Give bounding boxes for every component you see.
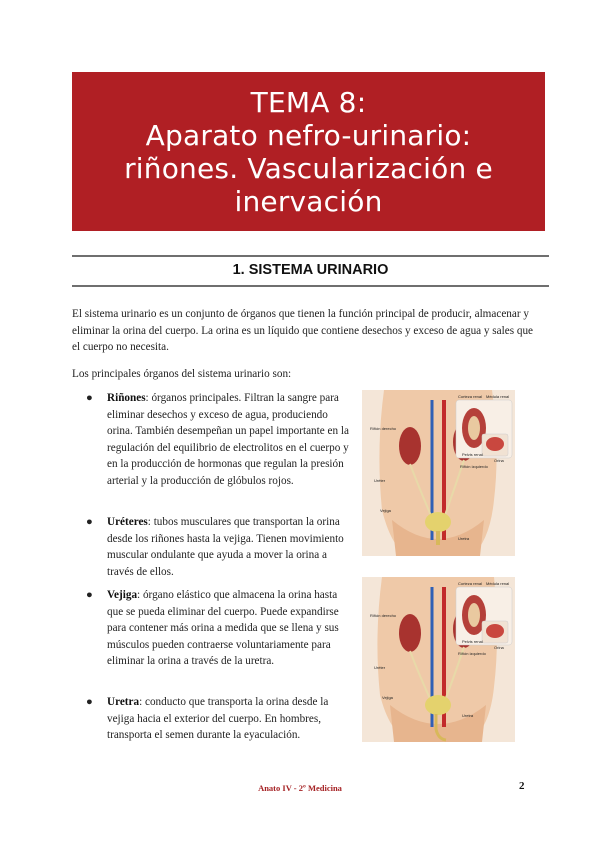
bullet-marker: ● xyxy=(86,516,93,528)
label-right-kidney: Riñón derecho xyxy=(370,426,397,431)
organ-term: Uréteres xyxy=(107,516,148,528)
title-line-4: inervación xyxy=(234,184,383,218)
organ-term: Riñones xyxy=(107,392,146,404)
label-pelvis: Pelvis renal xyxy=(462,452,483,457)
heading-rule-bottom xyxy=(72,285,549,287)
label-medulla: Médula renal xyxy=(486,581,510,586)
page-number: 2 xyxy=(519,780,525,792)
label-medulla: Médula renal xyxy=(486,394,510,399)
bullet-marker: ● xyxy=(86,696,93,708)
organ-description: : órganos principales. Filtran la sangre para eliminar desechos y exceso de agua, produciendo orina. También desempeñan un papel importante en la regulación del equilibrio de electrolitos en el cuerpo y en la producción de hormonas que regulan la presión arterial y la producción de glóbulos rojos. xyxy=(107,392,349,487)
list-intro: Los principales órganos del sistema urinario son: xyxy=(72,368,292,380)
title-line-2: Aparato nefro-urinario: xyxy=(145,118,472,152)
label-urethra: Uretra xyxy=(462,713,474,718)
heading-rule-top xyxy=(72,255,549,257)
female-urinary-figure xyxy=(362,390,515,556)
label-ureter: Uréter xyxy=(374,478,386,483)
label-urethra: Uretra xyxy=(458,536,470,541)
label-right-kidney: Riñón derecho xyxy=(370,613,397,618)
label-ureter: Uréter xyxy=(374,665,386,670)
bullet-marker: ● xyxy=(86,589,93,601)
label-pelvis: Pelvis renal xyxy=(462,639,483,644)
label-cortex: Corteza renal xyxy=(458,394,483,399)
organ-description: : conducto que transporta la orina desde la vejiga hacia el exterior del cuerpo. En hombres, transporta el semen durante la eyaculación. xyxy=(107,696,329,741)
male-urinary-illustration xyxy=(362,577,515,742)
organ-term: Uretra xyxy=(107,696,140,708)
title-line-3: riñones. Vascularización e xyxy=(124,151,493,185)
label-cortex: Corteza renal xyxy=(458,581,483,586)
label-bladder: Vejiga xyxy=(382,695,393,700)
label-bladder: Vejiga xyxy=(380,508,391,513)
label-urine: Orina xyxy=(494,458,504,463)
footer-text: Anato IV - 2º Medicina xyxy=(258,783,342,793)
female-urinary-illustration xyxy=(362,390,515,556)
intro-paragraph: El sistema urinario es un conjunto de órganos que tienen la función principal de producir, almacenar y eliminar la orina del cuerpo. La orina es un líquido que contiene desechos y exceso de agua y sales que el cuerpo no necesita. xyxy=(72,308,534,353)
label-left-kidney: Riñón izquierdo xyxy=(460,464,488,469)
organ-description: : tubos musculares que transportan la orina desde los riñones hasta la vejiga. Tienen movimiento muscular ondulante que ayuda a mover la orina a través de ellos. xyxy=(107,516,344,578)
title-line-1: TEMA 8: xyxy=(250,85,367,119)
male-urinary-figure xyxy=(362,577,515,742)
title-banner xyxy=(72,72,545,231)
organ-description: : órgano elástico que almacena la orina hasta que se pueda eliminar del cuerpo. Puede expandirse para contener más orina a medida que se llena y sus músculos pueden contraerse voluntariamente para eliminar la orina a través de la uretra. xyxy=(107,589,339,667)
label-urine: Orina xyxy=(494,645,504,650)
label-left-kidney: Riñón izquierdo xyxy=(458,651,486,656)
organ-term: Vejiga xyxy=(107,589,138,601)
section-heading: 1. SISTEMA URINARIO xyxy=(232,262,389,278)
bullet-marker: ● xyxy=(86,392,93,404)
